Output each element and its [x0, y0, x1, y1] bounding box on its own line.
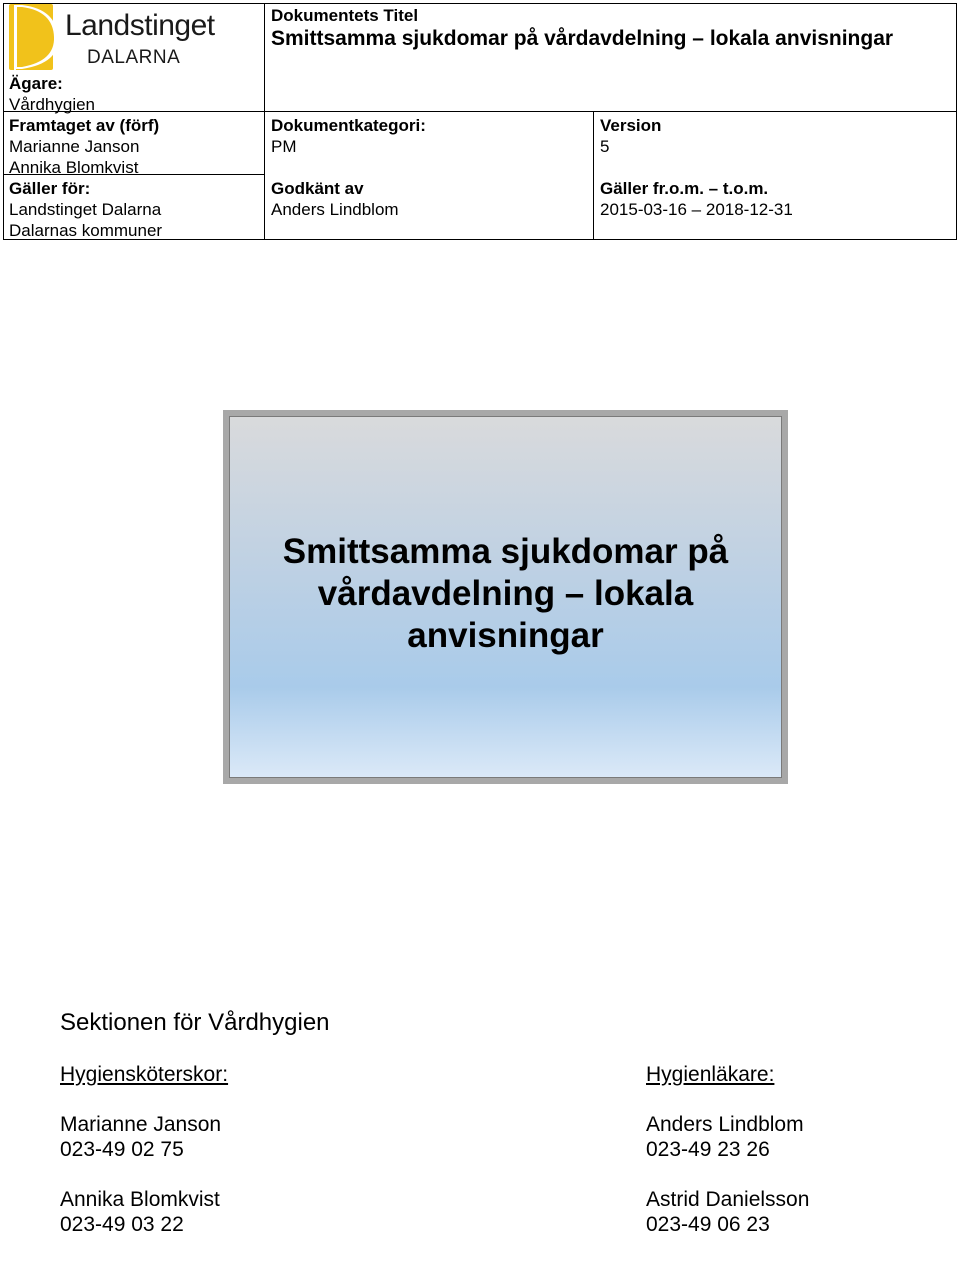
approved-label: Godkänt av [271, 179, 364, 198]
category-cell [271, 115, 426, 157]
doc-title: Smittsamma sjukdomar på vårdavdelning – lokala anvisningar [271, 27, 894, 50]
contact-phone: 023-49 06 23 [646, 1213, 770, 1236]
contact-name: Marianne Janson [60, 1113, 222, 1136]
valid-period-cell [600, 178, 793, 220]
contact-entry [646, 1187, 809, 1237]
contact-phone: 023-49 03 22 [60, 1213, 184, 1236]
nurses-heading: Hygiensköterskor: [60, 1063, 229, 1086]
author-name: Annika Blomkvist [9, 158, 139, 177]
doctors-column [646, 1062, 809, 1262]
author-name: Marianne Janson [9, 137, 140, 156]
contact-phone: 023-49 23 26 [646, 1138, 770, 1161]
logo-subname: DALARNA [87, 47, 181, 68]
valid-period-label: Gäller fr.o.m. – t.o.m. [600, 179, 769, 198]
applies-value: Landstinget Dalarna [9, 200, 162, 219]
contact-entry [646, 1112, 809, 1162]
approved-value: Anders Lindblom [271, 200, 399, 219]
category-label: Dokumentkategori: [271, 116, 426, 135]
header-border-left [3, 3, 4, 240]
contact-phone: 023-49 02 75 [60, 1138, 184, 1161]
header-divider-col2 [593, 111, 594, 240]
logo-name: Landstinget [65, 9, 215, 42]
owner-label: Ägare: [9, 74, 63, 93]
version-value: 5 [600, 137, 610, 156]
document-header-table [3, 3, 957, 240]
applies-value: Dalarnas kommuner [9, 221, 163, 240]
contact-name: Annika Blomkvist [60, 1188, 220, 1211]
section-title: Sektionen för Vårdhygien [60, 1009, 330, 1036]
owner-cell [9, 73, 95, 115]
contact-entry [60, 1187, 228, 1237]
contact-name: Anders Lindblom [646, 1113, 804, 1136]
cover-title-panel [229, 416, 782, 778]
header-divider-row1 [3, 111, 957, 112]
applies-cell [9, 178, 162, 241]
contact-entry [60, 1112, 228, 1162]
owner-value: Vårdhygien [9, 95, 96, 114]
author-label: Framtaget av (förf) [9, 116, 160, 135]
applies-label: Gäller för: [9, 179, 91, 198]
contact-name: Astrid Danielsson [646, 1188, 810, 1211]
cover-title: Smittsamma sjukdomar på vårdavdelning – lokala anvisningar [282, 532, 729, 655]
valid-period-value: 2015-03-16 – 2018-12-31 [600, 200, 793, 219]
approved-cell [271, 178, 399, 220]
doc-title-cell [271, 5, 893, 52]
header-border-right [956, 3, 957, 240]
doc-title-label: Dokumentets Titel [271, 6, 419, 25]
logo-mark-icon [8, 3, 64, 75]
version-label: Version [600, 116, 662, 135]
author-cell [9, 115, 159, 178]
header-divider-col1 [264, 3, 265, 240]
nurses-column [60, 1062, 228, 1262]
doctors-heading: Hygienläkare: [646, 1063, 775, 1086]
cover-title-frame [223, 410, 788, 784]
version-cell [600, 115, 661, 157]
category-value: PM [271, 137, 297, 156]
landstinget-logo [8, 3, 215, 77]
